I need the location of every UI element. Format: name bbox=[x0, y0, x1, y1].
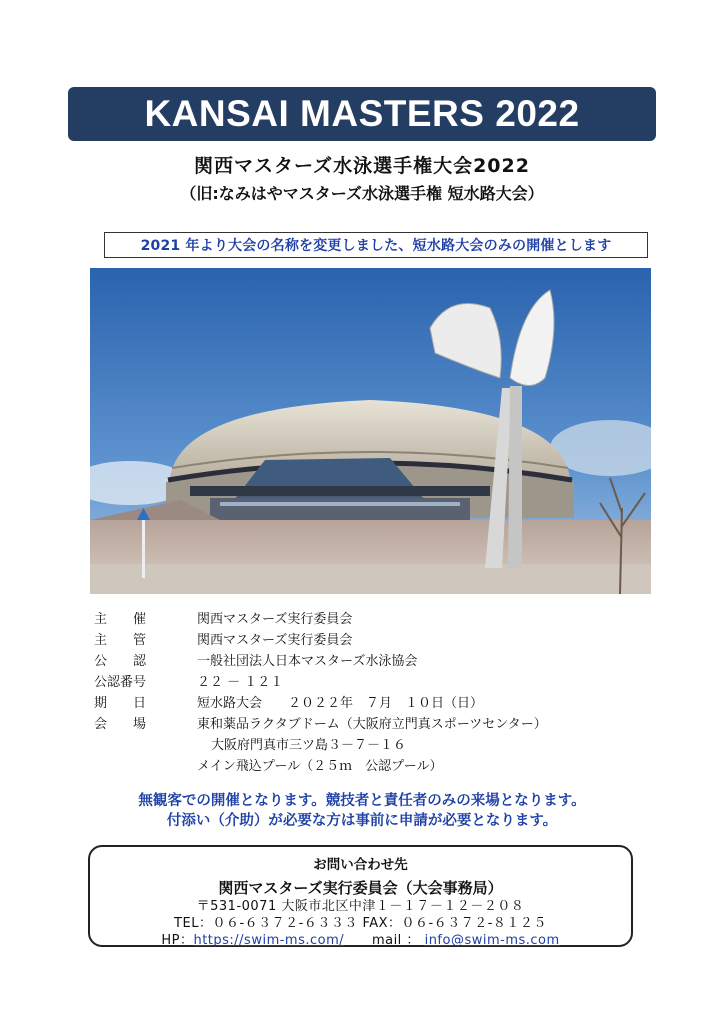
event-subtitle: （旧:なみはやマスターズ水泳選手権 短水路大会） bbox=[180, 184, 544, 203]
detail-value: 一般社団法人日本マスターズ水泳協会 bbox=[197, 654, 418, 669]
detail-value: メイン飛込プール（２５ｍ 公認プール） bbox=[197, 759, 443, 774]
event-details bbox=[94, 609, 654, 777]
detail-value: 関西マスターズ実行委員会 bbox=[197, 612, 353, 627]
detail-label: 公 認 bbox=[94, 654, 147, 669]
homepage-link[interactable]: https://swim-ms.com/ bbox=[193, 933, 345, 948]
detail-row-pool bbox=[94, 756, 654, 777]
detail-label: 主 催 bbox=[94, 612, 147, 627]
detail-value: ２２ － １２１ bbox=[197, 675, 284, 690]
title-banner bbox=[68, 87, 656, 141]
detail-row-date bbox=[94, 693, 654, 714]
detail-value: 大阪府門真市三ツ島３－７－１６ bbox=[211, 738, 407, 753]
detail-value: 関西マスターズ実行委員会 bbox=[197, 633, 353, 648]
assistance-notice: 付添い（介助）が必要な方は事前に申請が必要となります。 bbox=[166, 813, 558, 829]
contact-box bbox=[88, 845, 633, 947]
no-spectators-notice: 無観客での開催となります。競技者と責任者のみの来場となります。 bbox=[138, 793, 586, 809]
detail-row-venue bbox=[94, 714, 654, 735]
detail-row-organizer bbox=[94, 609, 654, 630]
venue-photo bbox=[90, 268, 651, 594]
hp-label: HP： bbox=[161, 933, 194, 948]
contact-organization: 関西マスターズ実行委員会（大会事務局） bbox=[218, 879, 503, 897]
contact-heading: お問い合わせ先 bbox=[313, 857, 408, 873]
detail-label: 期 日 bbox=[94, 696, 147, 711]
detail-label: 公認番号 bbox=[94, 675, 147, 690]
contact-address: 〒531-0071 大阪市北区中津１－１７－１２－２０８ bbox=[196, 899, 525, 914]
detail-row-management bbox=[94, 630, 654, 651]
detail-row-venue-address bbox=[94, 735, 654, 756]
event-title: 関西マスターズ水泳選手権大会2022 bbox=[194, 155, 530, 177]
detail-label: 主 管 bbox=[94, 633, 147, 648]
detail-value: 東和薬品ラクタブドーム（大阪府立門真スポーツセンター） bbox=[197, 717, 547, 732]
contact-phone-fax: TEL：０６-６３７２-６３３３ FAX：０６-６３７２-８１２５ bbox=[174, 916, 547, 931]
banner-title: KANSAI MASTERS 2022 bbox=[144, 93, 580, 134]
mail-label: mail ： bbox=[371, 933, 420, 948]
detail-row-authorization-number bbox=[94, 672, 654, 693]
email-link[interactable]: info@swim-ms.com bbox=[424, 933, 560, 948]
name-change-notice: 2021 年より大会の名称を変更しました、短水路大会のみの開催とします bbox=[104, 232, 648, 258]
detail-label: 会 場 bbox=[94, 717, 147, 732]
contact-web bbox=[90, 932, 631, 949]
detail-row-authorization bbox=[94, 651, 654, 672]
detail-value: 短水路大会 ２０２２年 ７月 １０日（日） bbox=[197, 696, 484, 711]
